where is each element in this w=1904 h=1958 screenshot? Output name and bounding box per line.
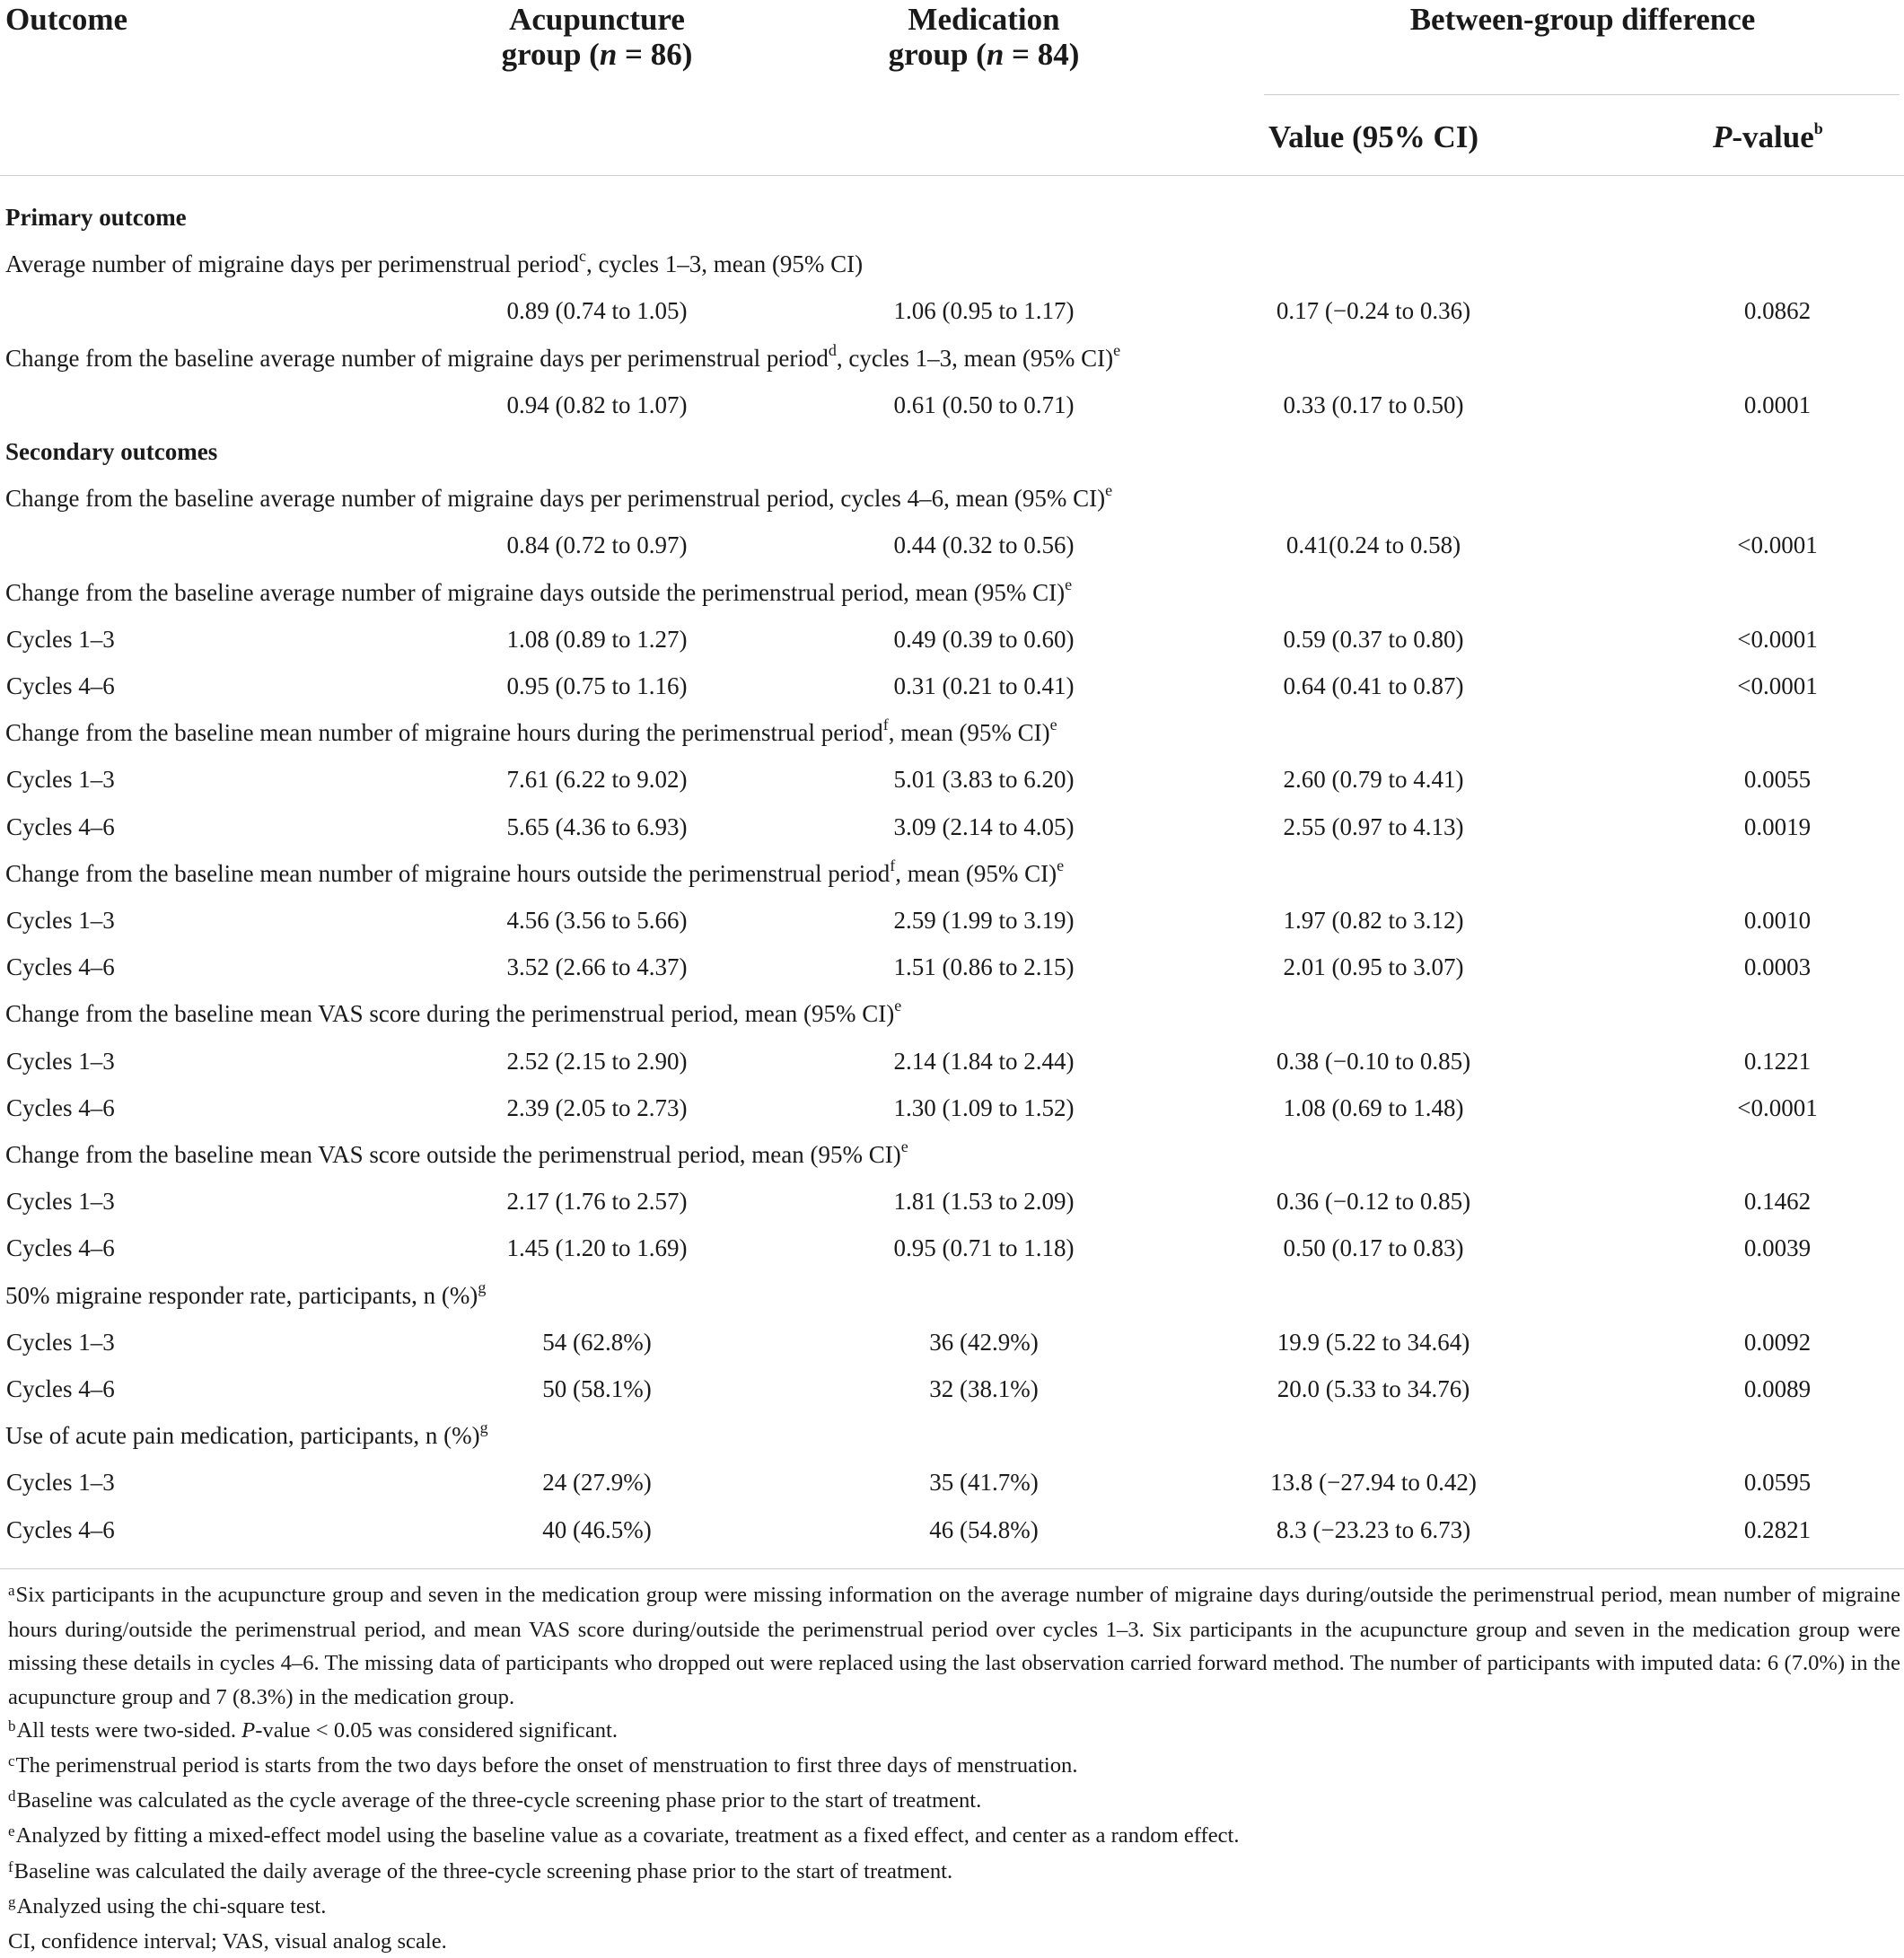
- cycle-label: Cycles 4–6: [6, 672, 115, 699]
- p-value: 0.2821: [1743, 1515, 1812, 1543]
- footnote-f-mark: f: [8, 1857, 13, 1875]
- p-value: <0.0001: [1737, 625, 1818, 653]
- header-subrule: [1264, 94, 1900, 95]
- p-value: 0.0039: [1743, 1234, 1812, 1262]
- cycle-label: Cycles 4–6: [6, 1093, 115, 1121]
- outcome-label-row: [0, 1412, 1904, 1459]
- table-row: [0, 756, 1904, 803]
- acupuncture-value: 54 (62.8%): [542, 1328, 652, 1356]
- p-value: 0.0055: [1743, 766, 1812, 794]
- acupuncture-value: 1.45 (1.20 to 1.69): [506, 1234, 688, 1262]
- footnote-abbreviations: CI, confidence interval; VAS, visual analog scale.: [8, 1929, 447, 1954]
- outcome-label-after: , mean (95% CI): [895, 859, 1057, 887]
- table-row: [0, 287, 1904, 334]
- acupuncture-value: 0.95 (0.75 to 1.16): [506, 672, 688, 699]
- outcome-label-sup: f: [890, 856, 896, 874]
- medication-value: 3.09 (2.14 to 4.05): [893, 812, 1075, 840]
- medication-value: 36 (42.9%): [929, 1328, 1039, 1356]
- header-acupuncture-group: [408, 2, 785, 72]
- outcome-label-text: Change from the baseline mean number of migraine hours outside the perimenstrual period: [5, 859, 891, 887]
- cycle-label: Cycles 4–6: [6, 1375, 115, 1402]
- acupuncture-value: 3.52 (2.66 to 4.37): [506, 953, 688, 981]
- header-medication-line1: Medication: [908, 2, 1060, 37]
- difference-value-ci: 19.9 (5.22 to 34.64): [1277, 1328, 1470, 1356]
- medication-value: 2.14 (1.84 to 2.44): [893, 1047, 1075, 1075]
- footnote-a: [8, 1578, 1900, 1714]
- outcome-label-sup2: e: [1057, 856, 1065, 874]
- outcome-label-after: , mean (95% CI): [888, 719, 1050, 747]
- header-p-value-italic: P: [1713, 119, 1733, 154]
- medication-value: 32 (38.1%): [929, 1375, 1039, 1402]
- medication-value: 1.06 (0.95 to 1.17): [893, 297, 1075, 325]
- p-value: 0.1221: [1743, 1047, 1812, 1075]
- difference-value-ci: 0.38 (−0.10 to 0.85): [1276, 1047, 1471, 1075]
- difference-value-ci: 0.17 (−0.24 to 0.36): [1276, 297, 1471, 325]
- outcome-label-sup: e: [900, 1137, 908, 1155]
- outcome-label-row: [0, 569, 1904, 616]
- footnote-d-mark: d: [8, 1787, 16, 1805]
- difference-value-ci: 0.33 (0.17 to 0.50): [1283, 391, 1464, 418]
- acupuncture-value: 1.08 (0.89 to 1.27): [506, 625, 688, 653]
- outcome-label-sup: g: [478, 1278, 487, 1296]
- p-value: <0.0001: [1737, 531, 1818, 559]
- difference-value-ci: 0.41(0.24 to 0.58): [1285, 531, 1461, 559]
- outcome-label: [5, 241, 863, 287]
- acupuncture-value: 40 (46.5%): [542, 1515, 652, 1543]
- difference-value-ci: 0.36 (−0.12 to 0.85): [1276, 1188, 1471, 1216]
- acupuncture-value: 2.39 (2.05 to 2.73): [506, 1093, 688, 1121]
- footnote-f-text: Baseline was calculated the daily average of the three-cycle screening phase prior to the start of treatment.: [13, 1858, 953, 1883]
- medication-value: 0.31 (0.21 to 0.41): [893, 672, 1075, 699]
- table-row: [0, 382, 1904, 428]
- p-value: 0.0003: [1743, 953, 1812, 981]
- difference-value-ci: 20.0 (5.33 to 34.76): [1277, 1375, 1470, 1402]
- header-p-value-sup: b: [1813, 119, 1823, 138]
- difference-value-ci: 0.50 (0.17 to 0.83): [1283, 1234, 1464, 1262]
- section-row: [0, 194, 1904, 241]
- outcome-label-after: , cycles 1–3, mean (95% CI): [586, 250, 864, 278]
- outcome-label-row: [0, 241, 1904, 287]
- footnote-d-text: Baseline was calculated as the cycle average of the three-cycle screening phase prior to the start of treatment.: [16, 1788, 982, 1813]
- outcome-label-row: [0, 335, 1904, 382]
- outcome-label-text: Change from the baseline mean VAS score outside the perimenstrual period, mean (95% CI): [5, 1141, 901, 1168]
- cycle-label: Cycles 1–3: [6, 1328, 115, 1356]
- p-value: 0.0019: [1743, 812, 1812, 840]
- medication-value: 0.95 (0.71 to 1.18): [893, 1234, 1075, 1262]
- header-bottom-rule: [0, 175, 1904, 176]
- outcome-label-sup: e: [894, 997, 902, 1015]
- medication-value: 0.44 (0.32 to 0.56): [893, 531, 1075, 559]
- medication-value: 1.51 (0.86 to 2.15): [893, 953, 1075, 981]
- acupuncture-value: 0.94 (0.82 to 1.07): [506, 391, 688, 418]
- header-acupuncture-n: n: [599, 37, 618, 72]
- header-medication-line2-pre: group (: [888, 37, 987, 72]
- p-value: 0.1462: [1743, 1188, 1812, 1216]
- outcome-label: [5, 335, 1120, 382]
- cycle-label: Cycles 4–6: [6, 953, 115, 981]
- outcome-label: [5, 990, 901, 1037]
- cycle-label: Cycles 1–3: [6, 907, 115, 934]
- outcome-label: [5, 709, 1057, 756]
- outcome-label-text: Change from the baseline average number of migraine days per perimenstrual period, cycles 4–6, mean (95% CI): [5, 485, 1106, 513]
- outcome-label-sup: f: [882, 716, 889, 734]
- header-acupuncture-line1: Acupuncture: [509, 2, 685, 37]
- outcome-label-sup: c: [579, 247, 587, 266]
- outcome-label: [5, 569, 1072, 616]
- medication-value: 0.49 (0.39 to 0.60): [893, 625, 1075, 653]
- footnote-e-mark: e: [8, 1822, 15, 1840]
- header-acupuncture-line2-post: = 86): [617, 37, 693, 72]
- footnote-e-text: Analyzed by fitting a mixed-effect model using the baseline value as a covariate, treatment as a fixed effect, and center as a random effect.: [15, 1823, 1240, 1848]
- medication-value: 0.61 (0.50 to 0.71): [893, 391, 1075, 418]
- acupuncture-value: 0.89 (0.74 to 1.05): [506, 297, 688, 325]
- cycle-label: Cycles 1–3: [6, 1188, 115, 1216]
- table-row: [0, 522, 1904, 568]
- cycle-label: Cycles 1–3: [6, 1047, 115, 1075]
- outcome-label: [5, 1272, 486, 1319]
- cycle-label: Cycles 1–3: [6, 766, 115, 794]
- outcome-label-sup: g: [479, 1418, 488, 1437]
- cycle-label: Cycles 1–3: [6, 1469, 115, 1497]
- difference-value-ci: 13.8 (−27.94 to 0.42): [1270, 1469, 1477, 1497]
- table-row: [0, 1178, 1904, 1225]
- acupuncture-value: 0.84 (0.72 to 0.97): [506, 531, 688, 559]
- header-medication-n: n: [986, 37, 1005, 72]
- table-row: [0, 897, 1904, 944]
- header-acupuncture-line2-pre: group (: [501, 37, 600, 72]
- p-value: 0.0595: [1743, 1469, 1812, 1497]
- difference-value-ci: 8.3 (−23.23 to 6.73): [1276, 1515, 1471, 1543]
- medication-value: 2.59 (1.99 to 3.19): [893, 907, 1075, 934]
- section-title: Secondary outcomes: [5, 438, 218, 465]
- difference-value-ci: 0.59 (0.37 to 0.80): [1283, 625, 1464, 653]
- outcome-label-text: Change from the baseline mean VAS score during the perimenstrual period, mean (95% CI): [5, 1000, 895, 1028]
- header-p-value: [1713, 119, 1823, 154]
- header-outcome: Outcome: [5, 2, 128, 37]
- footnote-b-text2: -value < 0.05 was considered significant.: [255, 1717, 619, 1743]
- outcome-label-text: Change from the baseline mean number of migraine hours during the perimenstrual period: [5, 719, 883, 747]
- footnote-g-mark: g: [8, 1892, 16, 1910]
- medication-value: 1.30 (1.09 to 1.52): [893, 1093, 1075, 1121]
- table-row: [0, 1038, 1904, 1084]
- outcome-label: [5, 850, 1064, 897]
- outcome-label-row: [0, 709, 1904, 756]
- header-acupuncture-line2: [408, 37, 785, 72]
- table-row: [0, 1084, 1904, 1131]
- outcome-label-sup2: e: [1113, 340, 1121, 359]
- footnote-f: [8, 1855, 1900, 1890]
- section-title: Primary outcome: [5, 204, 187, 231]
- table-row: [0, 944, 1904, 990]
- outcome-label-row: [0, 475, 1904, 522]
- difference-value-ci: 1.97 (0.82 to 3.12): [1283, 907, 1464, 934]
- outcome-label-text: Change from the baseline average number of migraine days per perimenstrual period: [5, 344, 829, 372]
- medication-value: 1.81 (1.53 to 2.09): [893, 1188, 1075, 1216]
- footnote-b-text1: All tests were two-sided.: [16, 1717, 242, 1743]
- footnote-b-italic: P: [241, 1717, 256, 1743]
- header-medication-line2: [795, 37, 1172, 72]
- p-value: 0.0010: [1743, 907, 1812, 934]
- footnote-e: [8, 1819, 1900, 1854]
- acupuncture-value: 24 (27.9%): [542, 1469, 652, 1497]
- medication-value: 46 (54.8%): [929, 1515, 1039, 1543]
- header-p-value-rest: -value: [1732, 119, 1814, 154]
- table-row: [0, 616, 1904, 663]
- p-value: <0.0001: [1737, 1093, 1818, 1121]
- footnote-b: [8, 1714, 1900, 1749]
- outcome-label-sup: e: [1065, 575, 1073, 593]
- acupuncture-value: 7.61 (6.22 to 9.02): [506, 766, 688, 794]
- difference-value-ci: 2.55 (0.97 to 4.13): [1283, 812, 1464, 840]
- medication-value: 5.01 (3.83 to 6.20): [893, 766, 1075, 794]
- table-row: [0, 1459, 1904, 1506]
- outcome-label-row: [0, 1131, 1904, 1178]
- p-value: <0.0001: [1737, 672, 1818, 699]
- table-footnotes: [8, 1578, 1900, 1958]
- acupuncture-value: 4.56 (3.56 to 5.66): [506, 907, 688, 934]
- outcome-label-row: [0, 850, 1904, 897]
- table-row: [0, 803, 1904, 850]
- outcome-label-text: Change from the baseline average number of migraine days outside the perimenstrual period, mean (95% CI): [5, 578, 1066, 606]
- table-bottom-rule: [0, 1568, 1904, 1569]
- footnote-a-text: Six participants in the acupuncture group and seven in the medication group were missing information on the average number of migraine days during/outside the perimenstrual period, mean number of migraine hours during/outside the perimenstrual period, and mean VAS score during/outside the perimenstrual period over cycles 1–3. Six participants in the acupuncture group and seven in the medication group were missing these details in cycles 4–6. The missing data of participants who dropped out were replaced using the last observation carried forward method. The number of participants with imputed data: 6 (7.0%) in the acupuncture group and 7 (8.3%) in the medication group.: [8, 1583, 1900, 1709]
- cycle-label: Cycles 1–3: [6, 625, 115, 653]
- outcome-label-sup2: e: [1049, 716, 1057, 734]
- footnote-g-text: Analyzed using the chi-square test.: [16, 1893, 327, 1918]
- outcome-label: [5, 1131, 908, 1178]
- cycle-label: Cycles 4–6: [6, 1515, 115, 1543]
- difference-value-ci: 2.01 (0.95 to 3.07): [1283, 953, 1464, 981]
- p-value: 0.0001: [1743, 391, 1812, 418]
- header-medication-line2-post: = 84): [1004, 37, 1080, 72]
- header-value-ci: Value (95% CI): [1268, 119, 1478, 154]
- footnote-c: [8, 1749, 1900, 1784]
- outcome-label-row: [0, 990, 1904, 1037]
- p-value: 0.0862: [1743, 297, 1812, 325]
- outcome-label-sup: d: [828, 340, 837, 359]
- difference-value-ci: 0.64 (0.41 to 0.87): [1283, 672, 1464, 699]
- acupuncture-value: 2.52 (2.15 to 2.90): [506, 1047, 688, 1075]
- footnote-d: [8, 1784, 1900, 1819]
- outcome-label-text: 50% migraine responder rate, participants, n (%): [5, 1281, 478, 1309]
- difference-value-ci: 2.60 (0.79 to 4.41): [1283, 766, 1464, 794]
- cycle-label: Cycles 4–6: [6, 1234, 115, 1262]
- table-row: [0, 1319, 1904, 1365]
- acupuncture-value: 50 (58.1%): [542, 1375, 652, 1402]
- p-value: 0.0092: [1743, 1328, 1812, 1356]
- outcome-label: [5, 475, 1112, 522]
- section-row: [0, 428, 1904, 475]
- table-row: [0, 663, 1904, 709]
- outcome-label-after: , cycles 1–3, mean (95% CI): [836, 344, 1114, 372]
- table-row: [0, 1365, 1904, 1412]
- header-between-group-difference: Between-group difference: [1409, 2, 1756, 37]
- acupuncture-value: 5.65 (4.36 to 6.93): [506, 812, 688, 840]
- outcome-label-text: Average number of migraine days per perimenstrual period: [5, 250, 580, 278]
- footnote-b-mark: b: [8, 1717, 16, 1734]
- header-medication-group: [795, 2, 1172, 72]
- outcome-label-text: Use of acute pain medication, participants, n (%): [5, 1422, 480, 1450]
- difference-value-ci: 1.08 (0.69 to 1.48): [1283, 1093, 1464, 1121]
- outcome-label-row: [0, 1272, 1904, 1319]
- footnote-a-mark: a: [8, 1582, 15, 1599]
- outcome-label-sup: e: [1105, 481, 1113, 500]
- cycle-label: Cycles 4–6: [6, 812, 115, 840]
- acupuncture-value: 2.17 (1.76 to 2.57): [506, 1188, 688, 1216]
- footnote-c-mark: c: [8, 1752, 15, 1770]
- medication-value: 35 (41.7%): [929, 1469, 1039, 1497]
- table-row: [0, 1225, 1904, 1271]
- table-row: [0, 1506, 1904, 1553]
- outcome-label: [5, 1412, 488, 1459]
- footnote-g: [8, 1890, 1900, 1925]
- p-value: 0.0089: [1743, 1375, 1812, 1402]
- footnote-c-text: The perimenstrual period is starts from the two days before the onset of menstruation to first three days of menstruation.: [15, 1753, 1078, 1778]
